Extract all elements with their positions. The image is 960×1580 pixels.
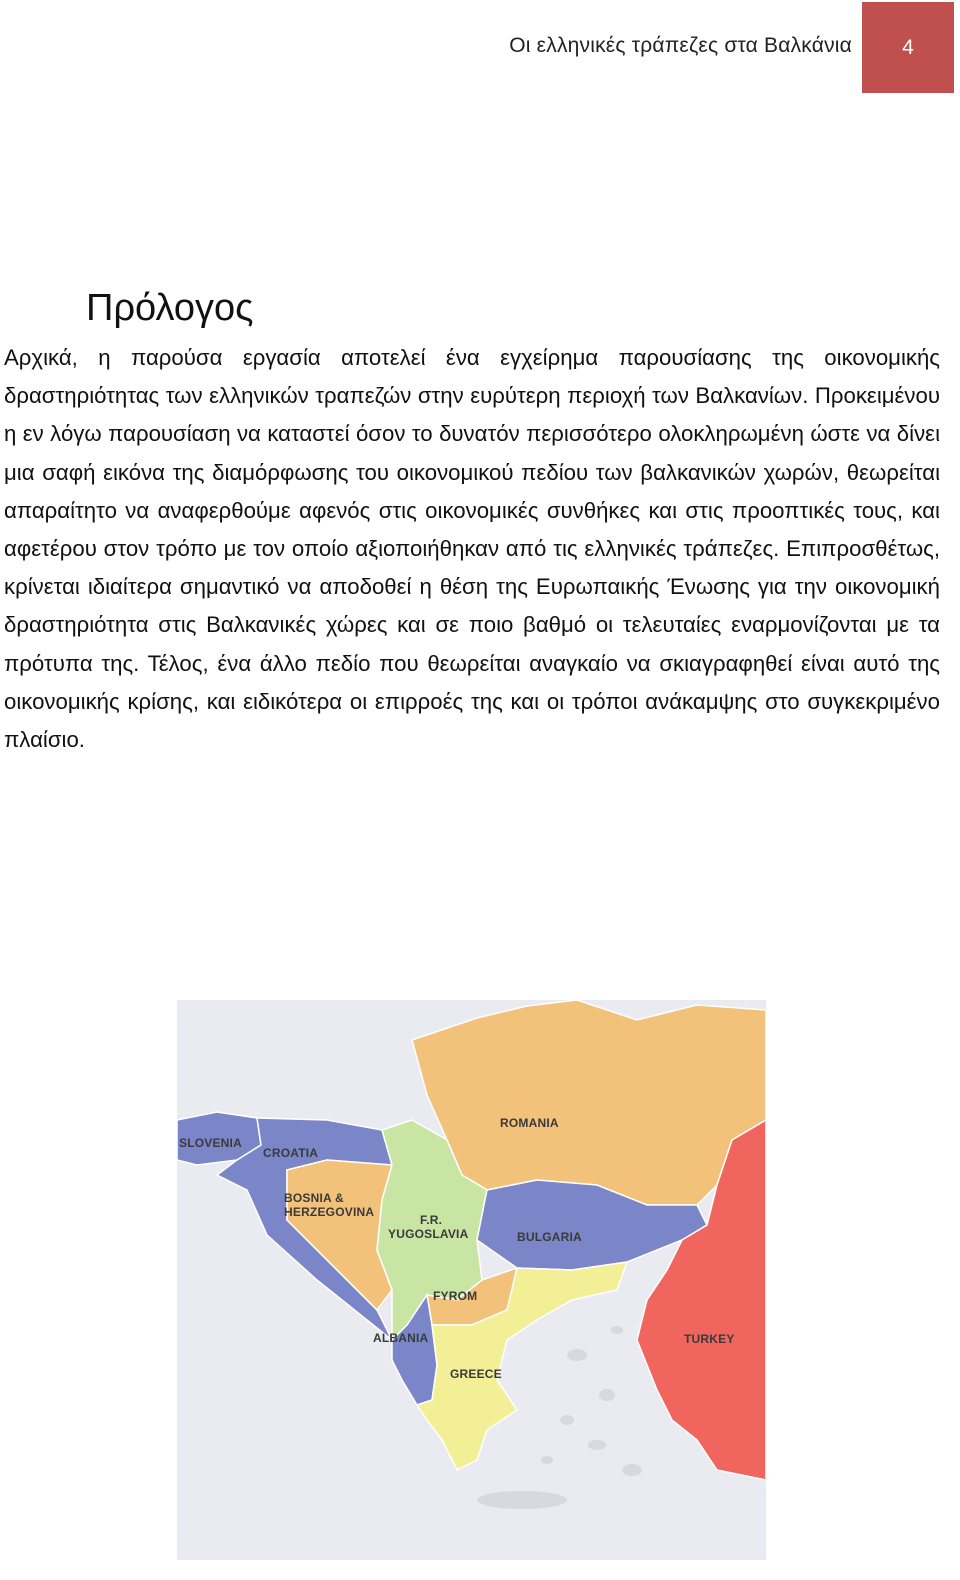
label-albania: ALBANIA [373,1331,429,1345]
label-bosnia-line1: BOSNIA & [284,1191,344,1205]
label-romania: ROMANIA [500,1116,559,1130]
balkans-map [177,1000,766,1560]
region-romania [412,1000,766,1205]
label-bosnia-line2: HERZEGOVINA [284,1205,375,1219]
balkans-map-svg [177,1000,766,1560]
label-yugoslavia-line1: F.R. [420,1213,443,1227]
label-greece: GREECE [450,1367,502,1381]
label-croatia: CROATIA [263,1146,319,1160]
running-header-title: Οι ελληνικές τράπεζες στα Βαλκάνια [509,34,852,57]
label-slovenia: SLOVENIA [179,1136,242,1150]
body-paragraph: Αρχικά, η παρούσα εργασία αποτελεί ένα εγχείρημα παρουσίασης της οικονομικής δραστηριότητας των ελληνικών τραπεζών στην ευρύτερη περιοχή των Βαλκανίων. Προκειμένου η εν λόγω παρουσίαση να καταστεί όσον το δυνατόν περισσότερο ολοκληρωμένη ώστε να δίνει μια σαφή εικόνα της διαμόρφωσης του οικονομικού πεδίου των βαλκανικών χωρών, θεωρείται απαραίτητο να αναφερθούμε αφενός στις οικονομικές συνθήκες και στις προοπτικές τους, και αφετέρου στον τρόπο με τον οποίο αξιοποιήθηκαν από τις ελληνικές τράπεζες. Επιπροσθέτως, κρίνεται ιδιαίτερα σημαντικό να αποδοθεί η θέση της Ευρωπαικής Ένωσης για την οικονομική δραστηριότητα στις Βαλκανικές χώρες και σε ποιο βαθμό οι τελευταίες εναρμονίζονται με τα πρότυπα της. Τέλος, ένα άλλο πεδίο που θεωρείται αναγκαίο να σκιαγραφηθεί είναι αυτό της οικονομικής κρίσης, και ειδικότερα οι επιρροές της και οι τρόποι ανάκαμψης στο συγκεκριμένο πλαίσιο. [4,345,940,753]
section-heading: Πρόλογος [86,287,254,330]
label-fyrom: FYROM [433,1289,478,1303]
label-yugoslavia-line2: YUGOSLAVIA [388,1227,469,1241]
label-bulgaria: BULGARIA [517,1230,582,1244]
page-number: 4 [902,35,914,59]
page-number-badge [862,2,954,93]
label-turkey: TURKEY [684,1332,735,1346]
